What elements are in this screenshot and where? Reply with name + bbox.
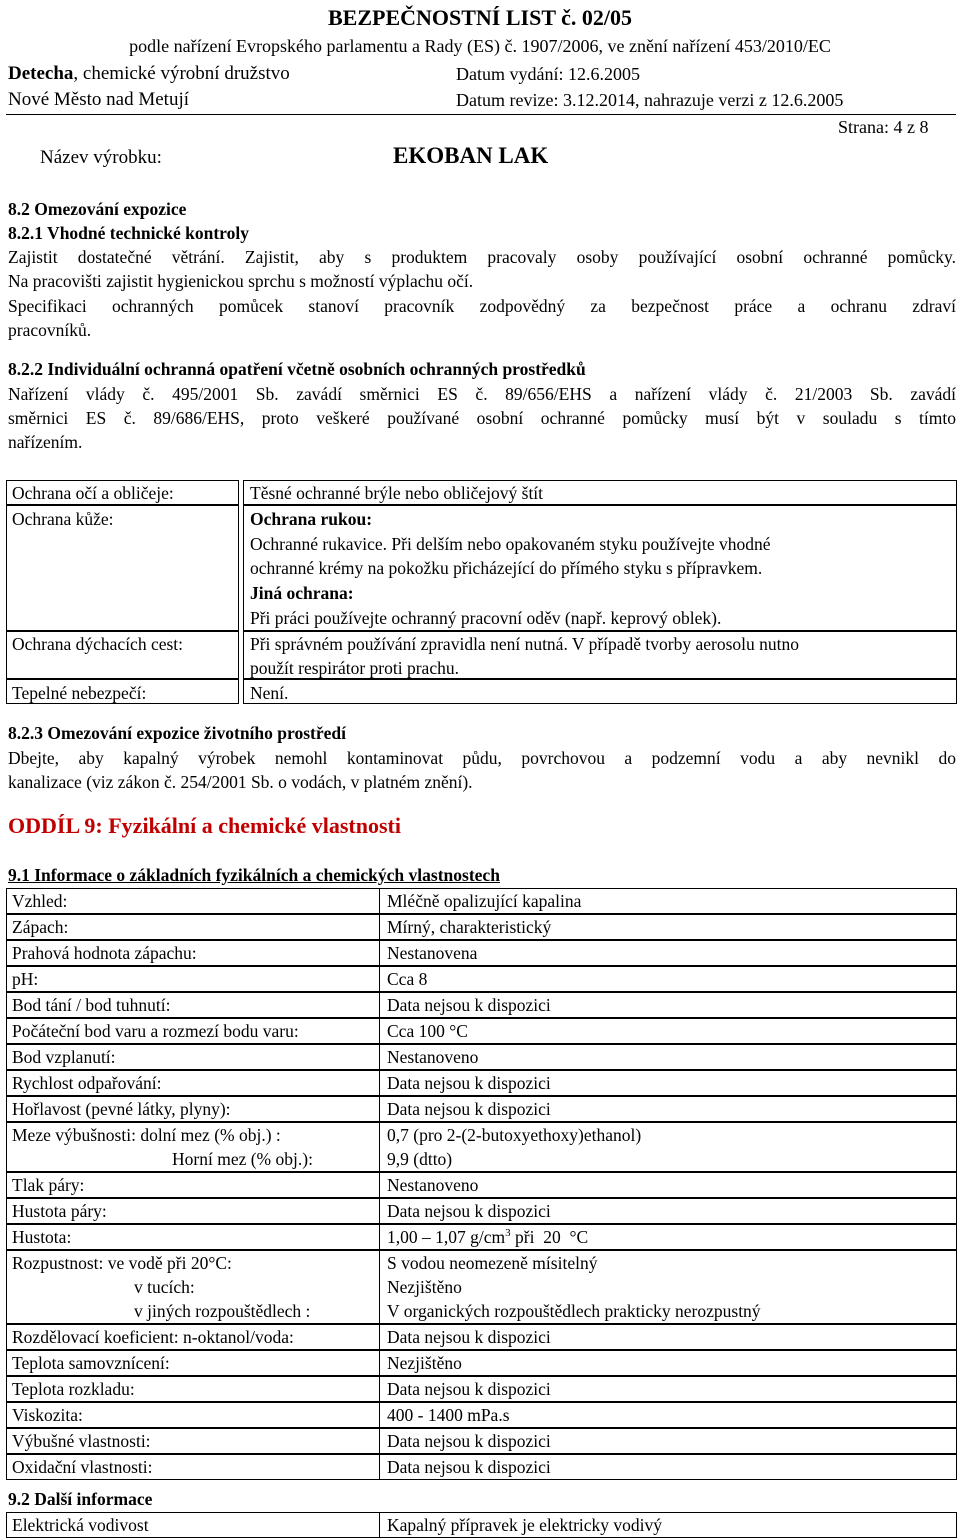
property-value: Nestanoveno xyxy=(380,1172,957,1198)
property-label: Viskozita: xyxy=(6,1402,380,1428)
table-row xyxy=(6,914,957,940)
table-row xyxy=(6,1122,957,1172)
other-protection-value: Při práci používejte ochranný pracovní oděv (např. keprový oblek). xyxy=(250,608,722,628)
property-label: Výbušné vlastnosti: xyxy=(6,1428,380,1454)
page-number: Strana: 4 z 8 xyxy=(838,117,929,137)
explosion-limit-lower-label: Meze výbušnosti: dolní mez (% obj.) : xyxy=(12,1125,281,1145)
property-label xyxy=(6,1250,380,1324)
property-value: Data nejsou k dispozici xyxy=(380,1454,957,1480)
table-row xyxy=(6,1428,957,1454)
table-row xyxy=(6,992,957,1018)
property-label: Hořlavost (pevné látky, plyny): xyxy=(6,1096,380,1122)
density-temperature: při 20 °C xyxy=(510,1227,589,1247)
thermal-hazard-value: Není. xyxy=(250,683,289,703)
table-row xyxy=(6,1402,957,1428)
table-row xyxy=(6,940,957,966)
property-value: Data nejsou k dispozici xyxy=(380,1324,957,1350)
property-value xyxy=(380,1122,957,1172)
paragraph-line: Dbejte, aby kapalný výrobek nemohl kontaminovat půdu, povrchovou a podzemní vodu a aby nevnikl do xyxy=(8,748,956,768)
paragraph-line: nařízením. xyxy=(8,432,83,452)
solubility-value: S vodou neomezeně mísitelný xyxy=(387,1253,598,1273)
regulation-subtitle: podle nařízení Evropského parlamentu a Rady (ES) č. 1907/2006, ve znění nařízení 453/2010/EC xyxy=(129,36,831,56)
table-row xyxy=(6,966,957,992)
property-label: Elektrická vodivost xyxy=(6,1512,380,1538)
company-name-bold: Detecha xyxy=(8,63,74,84)
table-row xyxy=(6,1454,957,1480)
property-value: Cca 8 xyxy=(380,966,957,992)
property-label: Bod tání / bod tuhnutí: xyxy=(6,992,380,1018)
company-name xyxy=(8,62,290,86)
table-row xyxy=(6,1070,957,1096)
property-label: Oxidační vlastnosti: xyxy=(6,1454,380,1480)
table-row xyxy=(6,1324,957,1350)
eye-protection-label: Ochrana očí a obličeje: xyxy=(12,483,174,503)
issue-date: Datum vydání: 12.6.2005 xyxy=(456,64,640,84)
property-label: Hustota: xyxy=(6,1224,380,1250)
explosion-limit-lower-value: 0,7 (pro 2-(2-butoxyethoxy)ethanol) xyxy=(387,1125,642,1145)
property-label xyxy=(6,1122,380,1172)
section-9-title: ODDÍL 9: Fyzikální a chemické vlastnosti xyxy=(8,813,401,838)
section-9-1-heading: 9.1 Informace o základních fyzikálních a chemických vlastnostech xyxy=(8,865,500,885)
paragraph-line: pracovníků. xyxy=(8,320,92,340)
table-row xyxy=(6,1224,957,1250)
density-value: 1,00 – 1,07 g/cm xyxy=(387,1227,506,1247)
section-8-2-3-heading: 8.2.3 Omezování expozice životního prostředí xyxy=(8,723,346,743)
density-unit-exponent: 3 xyxy=(505,1227,511,1240)
property-value: Data nejsou k dispozici xyxy=(380,1070,957,1096)
paragraph-line: kanalizace (viz zákon č. 254/2001 Sb. o vodách, v platném znění). xyxy=(8,772,473,792)
property-value xyxy=(380,1224,957,1250)
respiratory-protection-line: použít respirátor proti prachu. xyxy=(250,658,459,678)
solubility-label: v jiných rozpouštědlech : xyxy=(134,1301,311,1321)
property-label: pH: xyxy=(6,966,380,992)
property-value: Nestanovena xyxy=(380,940,957,966)
table-row xyxy=(6,1350,957,1376)
skin-protection-label: Ochrana kůže: xyxy=(12,509,114,529)
hand-protection-line: ochranné krémy na pokožku přicházející do přímého styku s přípravkem. xyxy=(250,558,763,578)
table-row xyxy=(6,1172,957,1198)
property-label: Zápach: xyxy=(6,914,380,940)
paragraph-line: Na pracovišti zajistit hygienickou sprchu s možností výplachu očí. xyxy=(8,271,474,291)
respiratory-protection-label: Ochrana dýchacích cest: xyxy=(12,634,184,654)
paragraph-line: Zajistit dostatečné větrání. Zajistit, aby s produktem pracovaly osoby používající osobní ochranné pomůcky. xyxy=(8,247,956,267)
product-label: Název výrobku: xyxy=(40,147,162,168)
solubility-value: V organických rozpouštědlech prakticky nerozpustný xyxy=(387,1301,761,1321)
property-value: Data nejsou k dispozici xyxy=(380,1428,957,1454)
property-value: 400 - 1400 mPa.s xyxy=(380,1402,957,1428)
solubility-value: Nezjištěno xyxy=(387,1277,462,1297)
value-box xyxy=(243,679,957,704)
property-value: Mírný, charakteristický xyxy=(380,914,957,940)
property-value: Cca 100 °C xyxy=(380,1018,957,1044)
explosion-limit-upper-value: 9,9 (dtto) xyxy=(387,1149,453,1169)
table-row xyxy=(6,1376,957,1402)
property-label: Vzhled: xyxy=(6,888,380,914)
section-9-2-heading: 9.2 Další informace xyxy=(8,1489,153,1509)
table-row xyxy=(6,1018,957,1044)
property-value: Data nejsou k dispozici xyxy=(380,1096,957,1122)
hand-protection-heading: Ochrana rukou: xyxy=(250,509,373,529)
table-row xyxy=(6,1512,957,1538)
property-label: Rychlost odpařování: xyxy=(6,1070,380,1096)
property-value: Data nejsou k dispozici xyxy=(380,1376,957,1402)
property-label: Teplota rozkladu: xyxy=(6,1376,380,1402)
revision-date: Datum revize: 3.12.2014, nahrazuje verzi z 12.6.2005 xyxy=(456,90,844,110)
eye-protection-value: Těsné ochranné brýle nebo obličejový štít xyxy=(250,483,544,503)
table-row xyxy=(6,1198,957,1224)
paragraph-line: Nařízení vlády č. 495/2001 Sb. zavádí směrnici ES č. 89/656/EHS a nařízení vlády č. 21/2003 Sb. zavádí xyxy=(8,384,956,404)
paragraph-line: Specifikaci ochranných pomůcek stanoví pracovník zodpovědný za bezpečnost práce a ochranu zdraví xyxy=(8,296,956,316)
company-name-rest: , chemické výrobní družstvo xyxy=(73,63,290,84)
product-name: EKOBAN LAK xyxy=(393,143,549,168)
property-label: Hustota páry: xyxy=(6,1198,380,1224)
table-row xyxy=(6,888,957,914)
property-value: Mléčně opalizující kapalina xyxy=(380,888,957,914)
property-value: Nezjištěno xyxy=(380,1350,957,1376)
property-label: Tlak páry: xyxy=(6,1172,380,1198)
section-8-2-1-heading: 8.2.1 Vhodné technické kontroly xyxy=(8,223,249,243)
explosion-limit-upper-label: Horní mez (% obj.): xyxy=(172,1149,313,1169)
table-row xyxy=(6,1096,957,1122)
property-value: Nestanoveno xyxy=(380,1044,957,1070)
thermal-hazard-label: Tepelné nebezpečí: xyxy=(12,683,147,703)
company-city: Nové Město nad Metují xyxy=(8,89,190,110)
property-label: Prahová hodnota zápachu: xyxy=(6,940,380,966)
property-value: Data nejsou k dispozici xyxy=(380,992,957,1018)
solubility-label: Rozpustnost: ve vodě při 20°C: xyxy=(12,1253,232,1273)
section-8-2-heading: 8.2 Omezování expozice xyxy=(8,199,187,219)
table-row xyxy=(6,1250,957,1324)
property-label: Rozdělovací koeficient: n-oktanol/voda: xyxy=(6,1324,380,1350)
hand-protection-line: Ochranné rukavice. Při delším nebo opakovaném styku používejte vhodné xyxy=(250,534,771,554)
property-label: Bod vzplanutí: xyxy=(6,1044,380,1070)
section-8-2-2-heading: 8.2.2 Individuální ochranná opatření včetně osobních ochranných prostředků xyxy=(8,359,586,379)
property-label: Počáteční bod varu a rozmezí bodu varu: xyxy=(6,1018,380,1044)
property-label: Teplota samovznícení: xyxy=(6,1350,380,1376)
respiratory-protection-line: Při správném používání zpravidla není nutná. V případě tvorby aerosolu nutno xyxy=(250,634,800,654)
property-value xyxy=(380,1250,957,1324)
property-value: Kapalný přípravek je elektricky vodivý xyxy=(380,1512,957,1538)
property-value: Data nejsou k dispozici xyxy=(380,1198,957,1224)
header-divider xyxy=(6,114,956,115)
table-row xyxy=(6,1044,957,1070)
paragraph-line: směrnici ES č. 89/686/EHS, proto veškeré používané osobní ochranné pomůcky musí být v souladu s tímto xyxy=(8,408,956,428)
solubility-label: v tucích: xyxy=(134,1277,195,1297)
document-title: BEZPEČNOSTNÍ LIST č. 02/05 xyxy=(327,5,632,30)
other-protection-heading: Jiná ochrana: xyxy=(250,583,354,603)
